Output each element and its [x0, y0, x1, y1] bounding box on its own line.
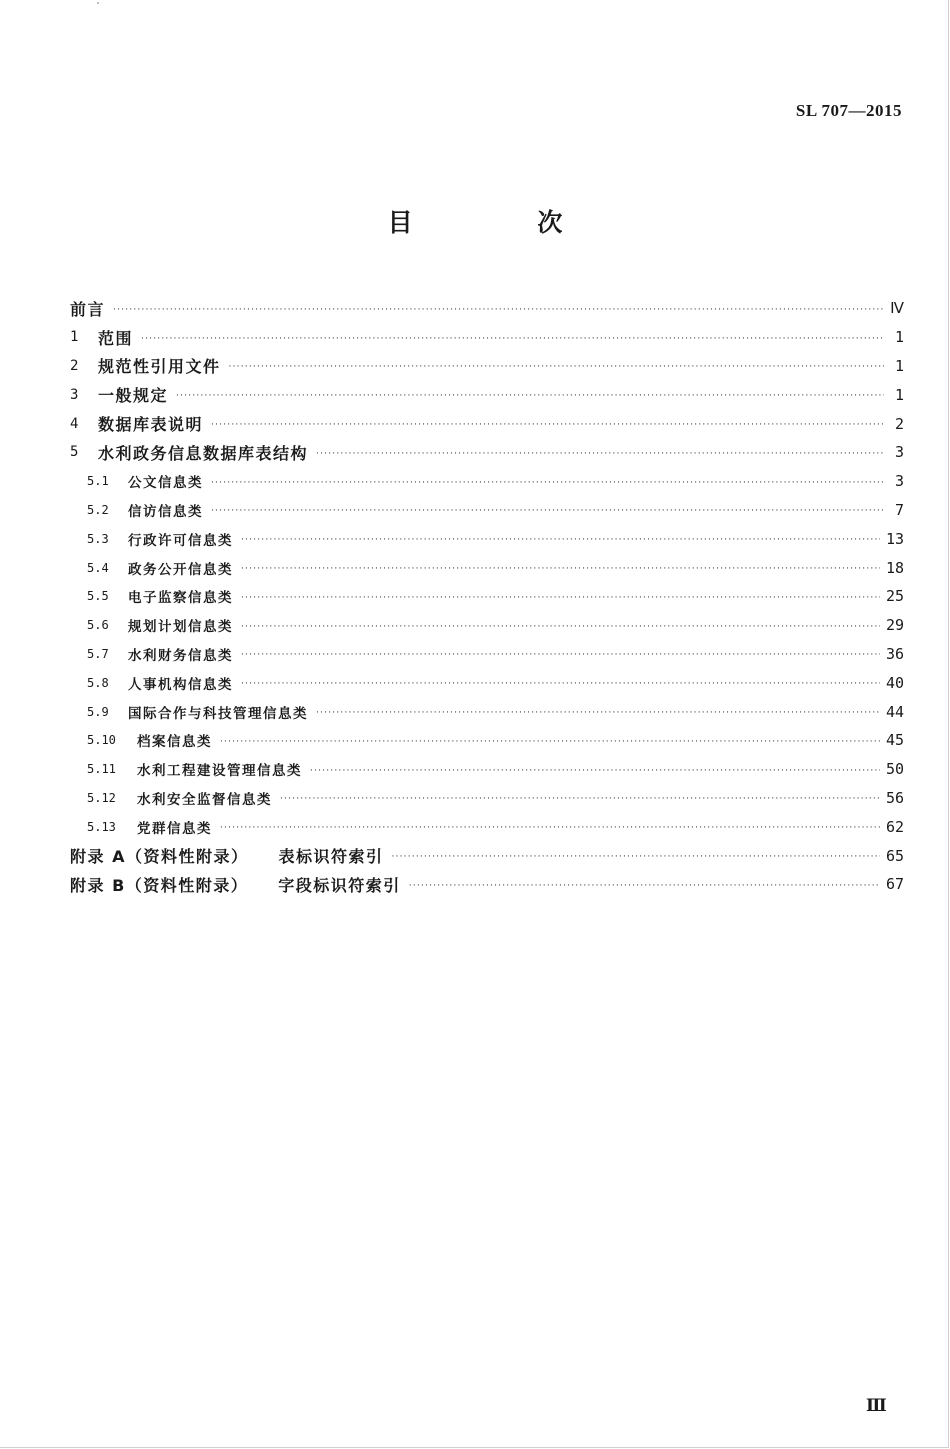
- toc-entry-number: 5.12: [87, 790, 116, 805]
- toc-entry-number: 1: [70, 329, 79, 346]
- toc-page-number: 56: [885, 788, 904, 807]
- toc-entry-number: 3: [70, 386, 79, 403]
- toc-page-number: 3: [894, 472, 904, 491]
- dot-leader: [241, 651, 880, 660]
- dot-leader: [229, 363, 884, 372]
- toc-entry-number: 5.8: [87, 675, 109, 690]
- toc-entry-4[interactable]: [70, 409, 904, 438]
- dot-leader: [280, 795, 880, 804]
- toc-page-number: 18: [885, 558, 904, 577]
- toc-entry-5[interactable]: [70, 438, 904, 467]
- page-number: Ⅲ: [866, 1396, 887, 1415]
- toc-page-number: 2: [894, 414, 904, 433]
- toc-entry-number: 5.5: [87, 589, 109, 604]
- toc-entry-number: 5.6: [87, 618, 109, 633]
- toc-entry-5-5[interactable]: [70, 582, 904, 611]
- toc-entry-1[interactable]: [70, 323, 904, 352]
- toc-entry-5-1[interactable]: [70, 467, 904, 496]
- appendix-name: 附录 B（资料性附录）: [70, 875, 249, 895]
- page-title: 目 次: [387, 208, 621, 237]
- toc-entry-number: 5.3: [87, 531, 109, 546]
- toc-entry-appendix-b[interactable]: [70, 870, 904, 899]
- toc-page-number: 1: [894, 385, 904, 404]
- dot-leader: [241, 680, 880, 689]
- toc-entry-label: [70, 844, 383, 867]
- toc-entry-5-7[interactable]: [70, 640, 904, 669]
- toc-entry-label: 规划计划信息类: [128, 619, 233, 636]
- toc-page-number: 7: [894, 500, 904, 519]
- toc-entry-5-11[interactable]: [70, 755, 904, 784]
- dot-leader: [220, 738, 880, 747]
- toc-entry-number: 4: [70, 415, 79, 432]
- toc-entry-3[interactable]: [70, 380, 904, 409]
- toc-entry-label: 党群信息类: [137, 820, 212, 837]
- toc-entry-number: 5: [70, 444, 79, 461]
- toc-page-number: Ⅳ: [890, 299, 904, 318]
- dot-leader: [391, 853, 879, 862]
- toc-entry-label: 信访信息类: [128, 503, 203, 520]
- toc-entry-label: 人事机构信息类: [128, 676, 233, 693]
- appendix-title: 表标识符索引: [278, 847, 384, 867]
- dot-leader: [241, 594, 880, 603]
- dot-leader: [220, 824, 880, 833]
- toc-entry-label: 档案信息类: [137, 734, 212, 751]
- document-code: SL 707—2015: [795, 101, 902, 120]
- toc-entry-label: 一般规定: [98, 386, 169, 406]
- toc-entry-label: 水利工程建设管理信息类: [137, 763, 302, 780]
- toc-entry-appendix-a[interactable]: [70, 841, 904, 870]
- toc-entry-label: 数据库表说明: [98, 415, 204, 435]
- toc-page-number: 62: [885, 817, 904, 836]
- toc-entry-2[interactable]: [70, 352, 904, 381]
- toc-page-number: 65: [885, 846, 904, 865]
- toc-entry-5-8[interactable]: [70, 668, 904, 697]
- toc-entry-5-4[interactable]: [70, 553, 904, 582]
- dot-leader: [211, 507, 884, 516]
- table-of-contents: [70, 294, 904, 899]
- toc-entry-label: 前言: [70, 299, 106, 319]
- dot-leader: [141, 335, 884, 344]
- dot-leader: [241, 623, 880, 632]
- toc-page-number: 1: [894, 356, 904, 375]
- dot-leader: [310, 767, 880, 776]
- toc-page-number: 40: [885, 673, 904, 692]
- toc-page-number: 44: [885, 702, 904, 721]
- toc-entry-5-3[interactable]: [70, 524, 904, 553]
- toc-entry-5-6[interactable]: [70, 611, 904, 640]
- toc-entry-label: 公文信息类: [128, 475, 203, 492]
- toc-entry-label: 政务公开信息类: [128, 561, 233, 578]
- toc-page-number: 50: [885, 760, 904, 779]
- toc-page-number: 45: [885, 731, 904, 750]
- toc-entry-5-10[interactable]: [70, 726, 904, 755]
- toc-entry-label: 规范性引用文件: [98, 357, 221, 377]
- toc-entry-label: 范围: [98, 328, 134, 348]
- toc-entry-number: 5.4: [87, 560, 109, 575]
- toc-page-number: 1: [894, 328, 904, 347]
- toc-page-number: 3: [894, 443, 904, 462]
- toc-entry-number: 5.9: [87, 704, 109, 719]
- toc-entry-label: [70, 873, 401, 896]
- dot-leader: [316, 709, 880, 718]
- toc-entry-number: 5.10: [87, 733, 116, 748]
- toc-page-number: 36: [885, 644, 904, 663]
- toc-entry-5-2[interactable]: [70, 496, 904, 525]
- toc-entry-number: 5.7: [87, 646, 109, 661]
- toc-entry-label: 国际合作与科技管理信息类: [128, 705, 308, 722]
- toc-entry-label: 水利政务信息数据库表结构: [98, 443, 309, 463]
- toc-entry-label: 水利安全监督信息类: [137, 791, 272, 808]
- dot-leader: [211, 421, 884, 430]
- dot-leader: [409, 882, 880, 891]
- toc-page-number: 13: [885, 529, 904, 548]
- toc-entry-5-12[interactable]: [70, 784, 904, 813]
- dot-leader: [211, 479, 884, 488]
- toc-entry-number: 2: [70, 357, 79, 374]
- toc-page-number: 25: [885, 587, 904, 606]
- dot-leader: [176, 392, 884, 401]
- toc-entry-label: 行政许可信息类: [128, 532, 233, 549]
- toc-entry-number: 5.11: [87, 762, 116, 777]
- appendix-name: 附录 A（资料性附录）: [70, 847, 249, 867]
- dot-leader: [241, 536, 880, 545]
- dot-leader: [316, 450, 884, 459]
- toc-entry-preface[interactable]: [70, 294, 904, 323]
- dot-leader: [113, 306, 884, 315]
- toc-entry-5-13[interactable]: [70, 812, 904, 841]
- toc-page-number: 67: [885, 875, 904, 894]
- toc-entry-number: 5.2: [87, 502, 109, 517]
- toc-entry-5-9[interactable]: [70, 697, 904, 726]
- toc-page-number: 29: [885, 616, 904, 635]
- appendix-title: 字段标识符索引: [278, 875, 401, 895]
- scan-speck: [97, 2, 99, 4]
- toc-entry-label: 水利财务信息类: [128, 647, 233, 664]
- toc-entry-number: 5.13: [87, 819, 116, 834]
- dot-leader: [241, 565, 880, 574]
- toc-entry-number: 5.1: [87, 474, 109, 489]
- toc-entry-label: 电子监察信息类: [128, 590, 233, 607]
